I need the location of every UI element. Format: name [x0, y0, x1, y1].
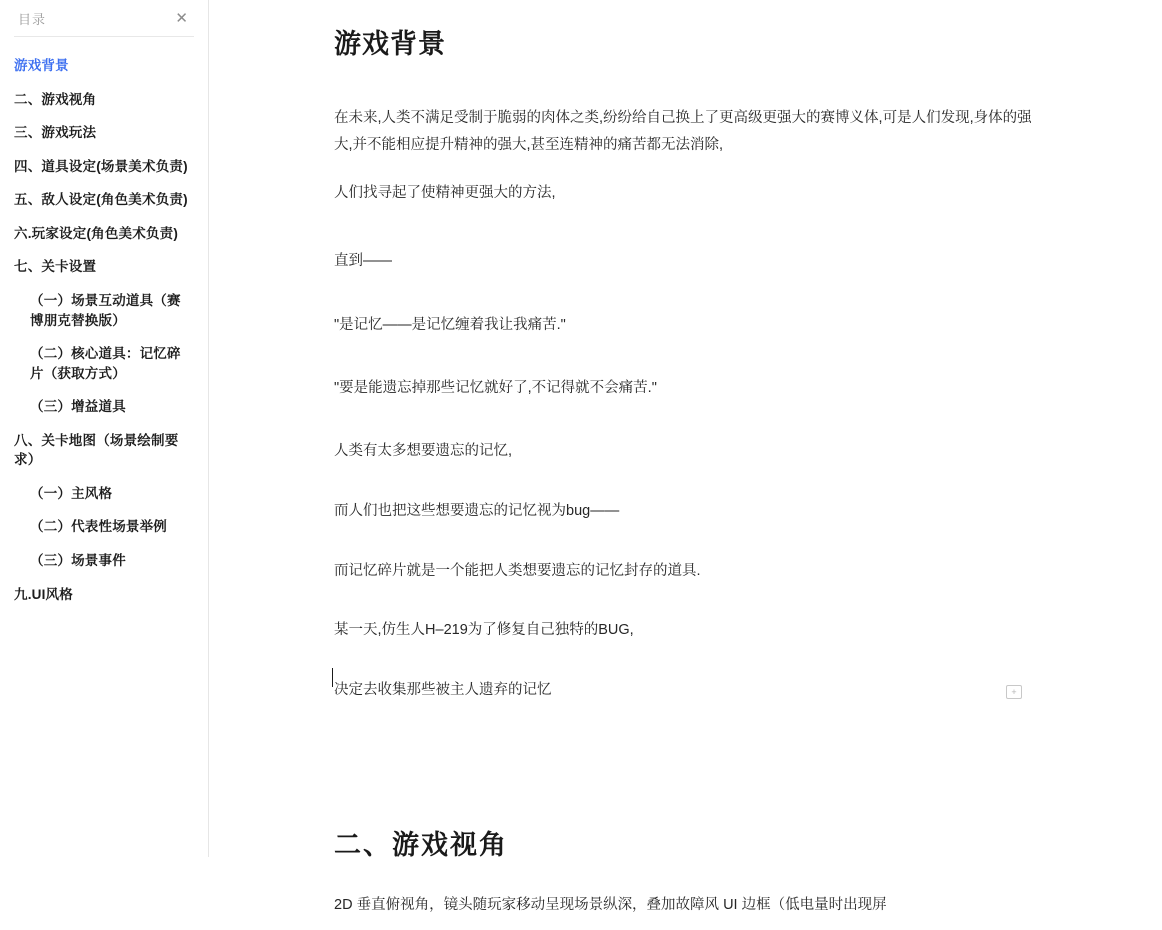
sidebar-item-14[interactable]: 九.UI风格 [14, 586, 73, 602]
toc-header [0, 0, 208, 36]
table-of-contents-sidebar [0, 0, 209, 857]
paragraph-6[interactable]: 而人们也把这些想要遗忘的记忆视为bug—— [334, 502, 620, 519]
paragraph-10[interactable]: 2D 垂直俯视角，镜头随玩家移动呈现场景纵深，叠加故障风 UI 边框（低电量时出现屏 [334, 896, 887, 913]
sidebar-item-10[interactable]: 八、关卡地图（场景绘制要求） [14, 432, 179, 468]
toc-title: 目录 [18, 11, 47, 27]
paragraph-1[interactable]: 人们找寻起了使精神更强大的方法, [334, 184, 556, 201]
add-comment-icon[interactable]: + [1006, 685, 1022, 699]
sidebar-item-5[interactable]: 六.玩家设定(角色美术负责) [14, 225, 179, 241]
paragraph-8[interactable]: 某一天,仿生人H–219为了修复自己独特的BUG, [334, 622, 634, 639]
toc-list [0, 37, 208, 611]
document-content [209, 10, 1162, 930]
paragraph-9[interactable]: 决定去收集那些被主人遗弃的记忆 [334, 655, 1042, 715]
paragraph-5[interactable]: 人类有太多想要遗忘的记忆, [334, 442, 513, 459]
sidebar-item-2[interactable]: 三、游戏玩法 [14, 125, 97, 141]
paragraph-9-row [334, 655, 1042, 715]
sidebar-item-1[interactable]: 二、游戏视角 [14, 91, 97, 107]
sidebar-item-0[interactable]: 游戏背景 [14, 58, 69, 73]
sidebar-item-13[interactable]: （三）场景事件 [30, 553, 126, 568]
paragraph-7[interactable]: 而记忆碎片就是一个能把人类想要遗忘的记忆封存的道具. [334, 562, 701, 579]
close-icon[interactable]: ✕ [175, 9, 188, 27]
paragraph-0[interactable]: 在未来,人类不满足受制于脆弱的肉体之类,纷纷给自己换上了更高级更强大的赛博义体,可是人们发现,身体的强大,并不能相应提升精神的强大,甚至连精神的痛苦都无法消除, [334, 110, 1032, 153]
paragraph-2[interactable]: 直到—— [334, 253, 392, 270]
sidebar-item-9[interactable]: （三）增益道具 [30, 399, 126, 415]
sidebar-item-4[interactable]: 五、敌人设定(角色美术负责) [14, 192, 188, 208]
document-canvas[interactable] [209, 0, 1162, 913]
sidebar-item-8[interactable]: （二）核心道具：记忆碎片（获取方式） [30, 346, 181, 381]
paragraph-4[interactable]: "要是能遗忘掉那些记忆就好了,不记得就不会痛苦." [334, 380, 657, 397]
sidebar-item-11[interactable]: （一）主风格 [30, 485, 113, 501]
page-title: 游戏背景 [334, 29, 446, 59]
section-heading-2: 二、游戏视角 [334, 829, 508, 860]
sidebar-item-3[interactable]: 四、道具设定(场景美术负责) [14, 158, 188, 174]
sidebar-item-7[interactable]: （一）场景互动道具（赛博朋克替换版） [30, 292, 181, 328]
sidebar-item-6[interactable]: 七、关卡设置 [14, 259, 97, 275]
sidebar-item-12[interactable]: （二）代表性场景举例 [30, 519, 167, 535]
paragraph-3[interactable]: "是记忆——是记忆缠着我让我痛苦." [334, 317, 566, 334]
